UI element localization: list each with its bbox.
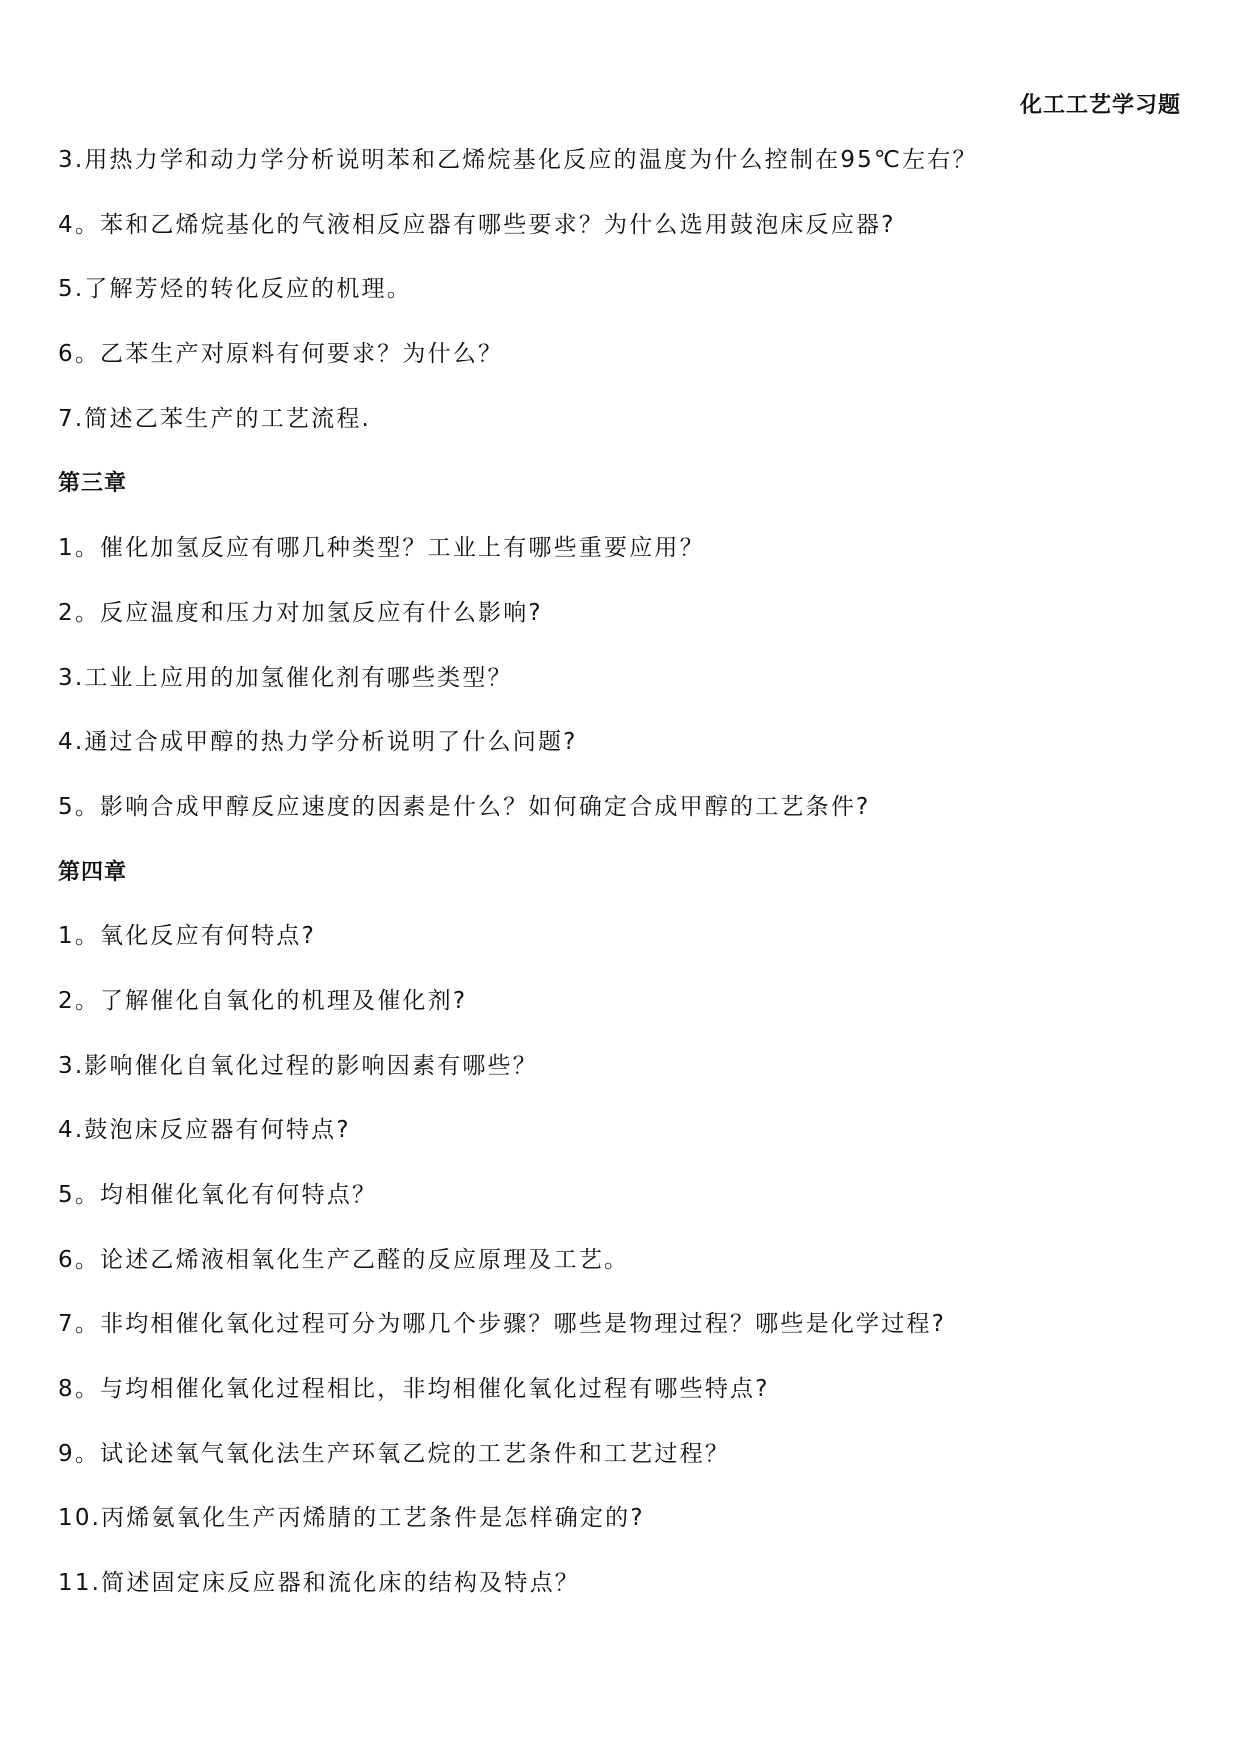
question-item: 6。论述乙烯液相氧化生产乙醛的反应原理及工艺。 xyxy=(58,1246,630,1273)
chapter-heading: 第四章 xyxy=(58,858,128,885)
question-item: 3.用热力学和动力学分析说明苯和乙烯烷基化反应的温度为什么控制在95℃左右？ xyxy=(58,147,978,173)
question-item: 1。氧化反应有何特点? xyxy=(58,923,317,950)
question-item: 1。催化加氢反应有哪几种类型？工业上有哪些重要应用？ xyxy=(58,535,705,562)
question-item: 5。影响合成甲醇反应速度的因素是什么？如何确定合成甲醇的工艺条件? xyxy=(58,793,871,820)
question-item: 6。乙苯生产对原料有何要求？为什么？ xyxy=(58,341,504,368)
question-item: 2。了解催化自氧化的机理及催化剂? xyxy=(58,987,468,1014)
chapter-heading: 第三章 xyxy=(58,470,128,497)
question-list xyxy=(58,128,1178,1616)
question-item: 3.工业上应用的加氢催化剂有哪些类型？ xyxy=(58,664,513,691)
question-item: 3.影响催化自氧化过程的影响因素有哪些？ xyxy=(58,1052,538,1079)
question-item: 7。非均相催化氧化过程可分为哪几个步骤？哪些是物理过程？哪些是化学过程? xyxy=(58,1311,947,1338)
question-item: 7.简述乙苯生产的工艺流程. xyxy=(58,405,372,432)
question-item: 9。试论述氧气氧化法生产环氧乙烷的工艺条件和工艺过程？ xyxy=(58,1440,731,1467)
question-item: 11.简述固定床反应器和流化床的结构及特点？ xyxy=(58,1570,580,1597)
question-item: 4.鼓泡床反应器有何特点? xyxy=(58,1117,351,1144)
question-item: 10.丙烯氨氧化生产丙烯腈的工艺条件是怎样确定的? xyxy=(58,1505,645,1532)
question-item: 5.了解芳烃的转化反应的机理。 xyxy=(58,276,412,303)
page-header-title: 化工工艺学习题 xyxy=(1019,92,1181,118)
question-item: 4。苯和乙烯烷基化的气液相反应器有哪些要求？为什么选用鼓泡床反应器? xyxy=(58,211,896,238)
question-item: 5。均相催化氧化有何特点？ xyxy=(58,1182,378,1208)
question-item: 8。与均相催化氧化过程相比，非均相催化氧化过程有哪些特点? xyxy=(58,1376,770,1403)
question-item: 4.通过合成甲醇的热力学分析说明了什么问题? xyxy=(58,729,578,756)
question-item: 2。反应温度和压力对加氢反应有什么影响? xyxy=(58,599,543,626)
